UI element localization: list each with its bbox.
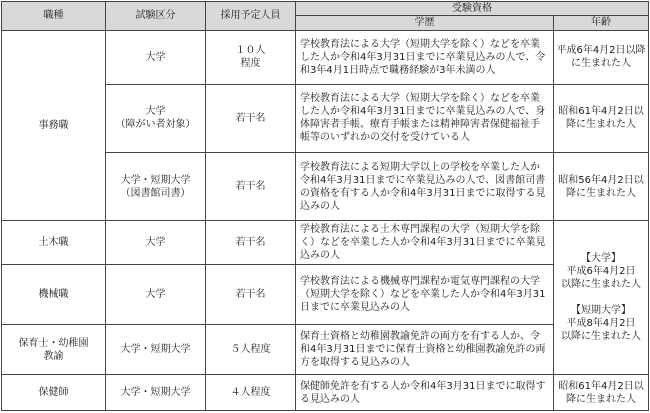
- age-cell: 昭和61年4月2日以降に生まれた人: [554, 375, 649, 411]
- planned-cell: 若干名: [206, 152, 296, 220]
- category-cell: 大学: [106, 265, 206, 325]
- header-education: 学歴: [296, 16, 554, 30]
- education-cell: 学校教育法による大学（短期大学を除く）などを卒業した人か令和4年3月31日までに卒業見込みの人で、令和3年4月1日時点で職務経験が3年未満の人: [296, 30, 554, 84]
- planned-cell: 若干名: [206, 221, 296, 265]
- education-cell: 保育士資格と幼稚園教諭免許の両方を有する人か、令和4年3月31日までに保育士資格と幼稚園教諭免許の両方を取得する見込みの人: [296, 325, 554, 375]
- age-label: 【短期大学】: [571, 305, 631, 317]
- category-cell: 大学・短期大学: [106, 375, 206, 411]
- category-cell: [106, 84, 206, 152]
- category-cell: 大学: [106, 30, 206, 84]
- education-cell: 学校教育法による機械専門課程か電気専門課程の大学（短期大学を除く）などを卒業した人か令和4年3月31日までに卒業見込みの人: [296, 265, 554, 325]
- header-job: 職種: [2, 2, 106, 31]
- table-row: [2, 265, 649, 325]
- category-cell: 大学: [106, 221, 206, 265]
- planned-cell: 若干名: [206, 265, 296, 325]
- category-line: （図書館司書）: [120, 187, 191, 199]
- category-line: 大学: [145, 106, 166, 118]
- age-date: 平成6年4月2日: [566, 266, 636, 278]
- planned-cell: 若干名: [206, 84, 296, 152]
- job-cell: [2, 325, 106, 375]
- planned-cell: [206, 30, 296, 84]
- job-cell: 保健師: [2, 375, 106, 411]
- category-line: （障がい者対象）: [115, 119, 196, 131]
- category-line: 大学・短期大学: [120, 174, 191, 186]
- age-after: 以降に生まれた人: [561, 279, 641, 291]
- education-cell: 学校教育法による短期大学以上の学校を卒業した人か令和4年3月31日までに卒業見込みの人で、図書館司書の資格を有する人か令和4年3月31日までに取得する見込みの人: [296, 152, 554, 220]
- job-cell: 事務職: [2, 30, 106, 221]
- job-line: 教諭: [43, 350, 64, 362]
- job-cell: 機械職: [2, 265, 106, 325]
- table-row: [2, 375, 649, 411]
- age-after: 以降に生まれた人: [561, 331, 641, 343]
- age-cell-shared: [554, 221, 649, 375]
- age-cell: 昭和61年4月2日以降に生まれた人: [554, 84, 649, 152]
- age-cell: 平成6年4月2日以降に生まれた人: [554, 30, 649, 84]
- education-cell: 学校教育法による土木専門課程の大学（短期大学を除く）などを卒業した人か令和4年3月31日までに卒業見込みの人: [296, 221, 554, 265]
- age-label: 【大学】: [581, 253, 621, 265]
- header-age: 年齢: [554, 16, 649, 30]
- category-cell: [106, 152, 206, 220]
- job-cell: 土木職: [2, 221, 106, 265]
- planned-cell: ５人程度: [206, 325, 296, 375]
- planned-line: １０人: [235, 45, 266, 57]
- education-cell: 学校教育法による大学（短期大学を除く）などを卒業した人か令和4年3月31日までに卒業見込みの人で、身体障害者手帳、療育手帳または精神障害者保健福祉手帳等のいずれかの交付を受けている人: [296, 84, 554, 152]
- age-cell: 昭和56年4月2日以降に生まれた人: [554, 152, 649, 220]
- table-row: [2, 325, 649, 375]
- header-category: 試験区分: [106, 2, 206, 31]
- job-line: 保育士・幼稚園: [18, 337, 89, 349]
- age-date: 平成8年4月2日: [566, 318, 636, 330]
- table-row: [2, 30, 649, 84]
- recruitment-table: [1, 1, 649, 411]
- planned-cell: ４人程度: [206, 375, 296, 411]
- education-cell: 保健師免許を有する人か令和4年3月31日までに取得する見込みの人: [296, 375, 554, 411]
- table-row: [2, 221, 649, 265]
- header-qualification: 受験資格: [296, 2, 649, 16]
- planned-line: 程度: [240, 58, 261, 70]
- category-cell: 大学・短期大学: [106, 325, 206, 375]
- header-planned: 採用予定人員: [206, 2, 296, 31]
